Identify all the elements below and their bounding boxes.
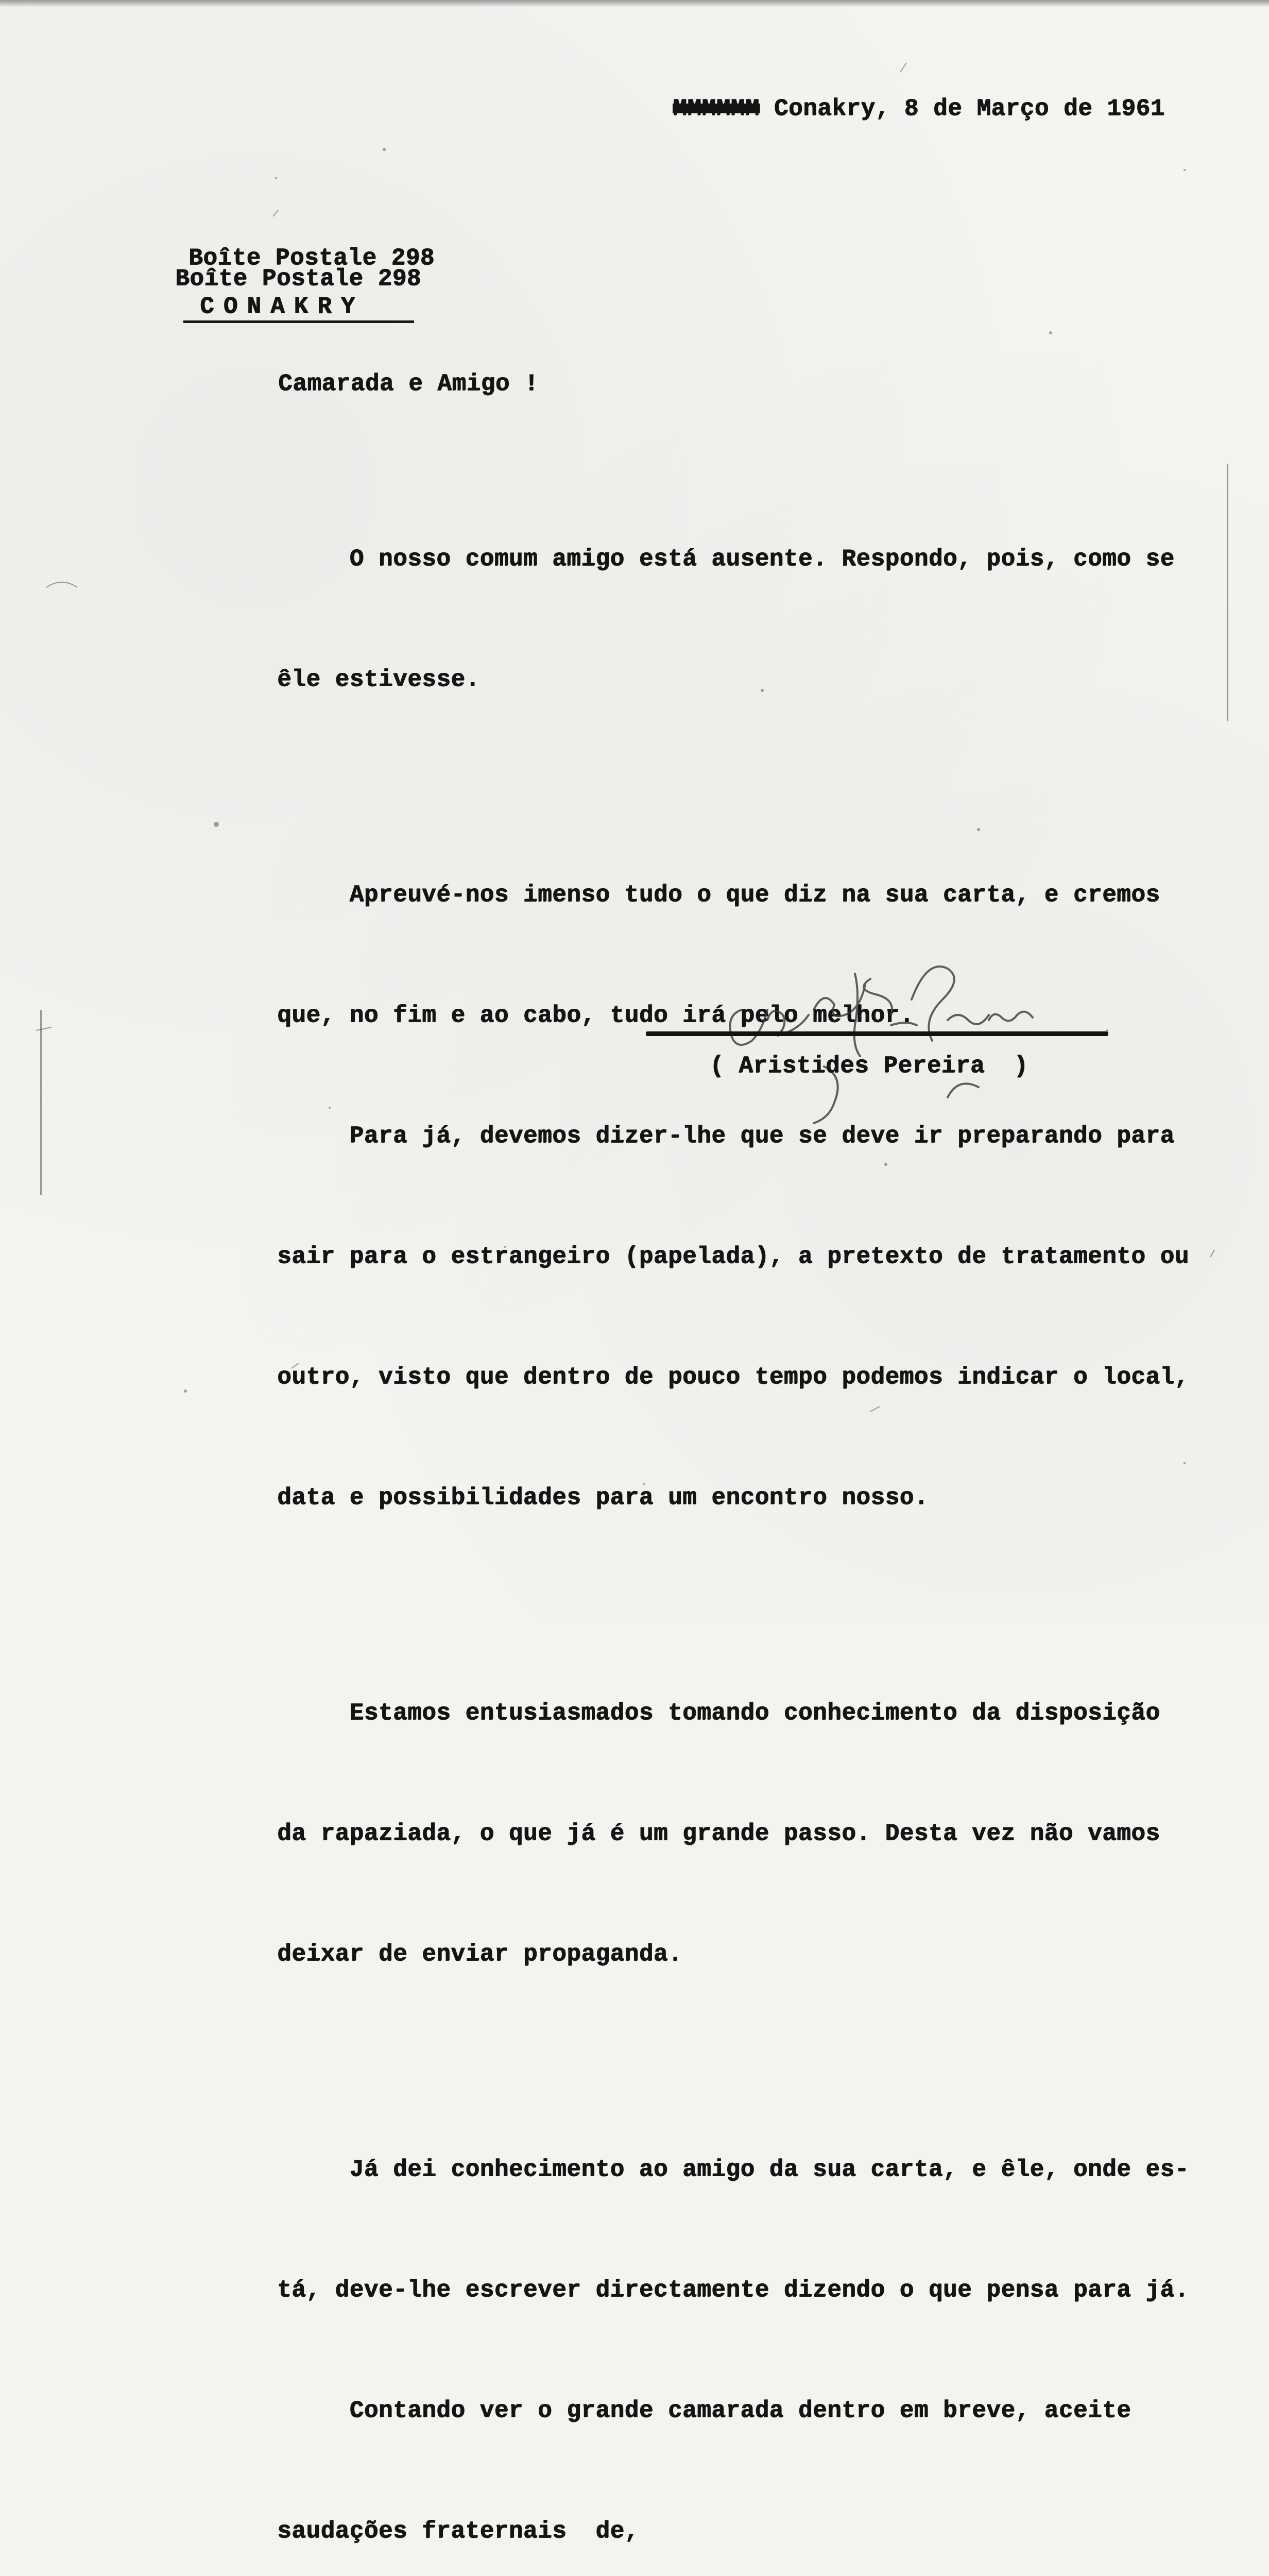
body-line: que, no fim e ao cabo, tudo irá pelo melhor. [277, 1002, 914, 1029]
body-line: Contando ver o grande camarada dentro em breve, aceite [277, 2397, 1131, 2424]
body-line: saudações fraternais de, [277, 2518, 639, 2545]
body-line: êle estivesse. [277, 666, 480, 693]
paragraph-gap [277, 780, 1189, 794]
letter-date [673, 89, 1165, 129]
body-line: Estamos entusiasmados tomando conhecimento da disposição [277, 1700, 1160, 1726]
body-line: Apreuvé-nos imenso tudo o que diz na sua carta, e cremos [277, 882, 1160, 908]
signatory-name: ( Aristides Pereira ) [710, 1053, 1028, 1079]
body-line: Para já, devemos dizer-lhe que se deve ir preparando para [277, 1123, 1175, 1149]
signature-line [646, 1031, 1108, 1036]
date-text: Conakry, 8 de Março de 1961 [759, 95, 1165, 122]
body-line: tá, deve-lhe escrever directamente dizendo o que pensa para já. [277, 2277, 1189, 2303]
address-line-1: Boîte Postale 298 [188, 245, 435, 272]
body-line: da rapaziada, o que já é um grande passo. Desta vez não vamos [277, 1820, 1160, 1847]
address-city: CONAKRY [200, 293, 365, 320]
letter-body [277, 459, 1189, 2576]
body-line: data e possibilidades para um encontro nosso. [277, 1484, 929, 1511]
body-line: deixar de enviar propaganda. [277, 1941, 682, 1968]
salutation: Camarada e Amigo ! [278, 370, 539, 397]
margin-mark [1227, 464, 1228, 721]
address-line-2: Boîte Postale 298 [175, 265, 421, 292]
paragraph-gap [277, 1598, 1189, 1613]
body-line: O nosso comum amigo está ausente. Respondo, pois, como se [277, 546, 1175, 572]
paragraph-gap [277, 2055, 1189, 2069]
margin-mark [40, 1010, 42, 1195]
address-underline [183, 320, 414, 323]
body-line: Já dei conhecimento ao amigo da sua carta, e êle, onde es- [277, 2156, 1189, 2183]
struck-text: MMMMMM [673, 95, 760, 122]
body-line: outro, visto que dentro de pouco tempo podemos indicar o local, [277, 1364, 1189, 1391]
body-line: sair para o estrangeiro (papelada), a pretexto de tratamento ou [277, 1243, 1189, 1270]
